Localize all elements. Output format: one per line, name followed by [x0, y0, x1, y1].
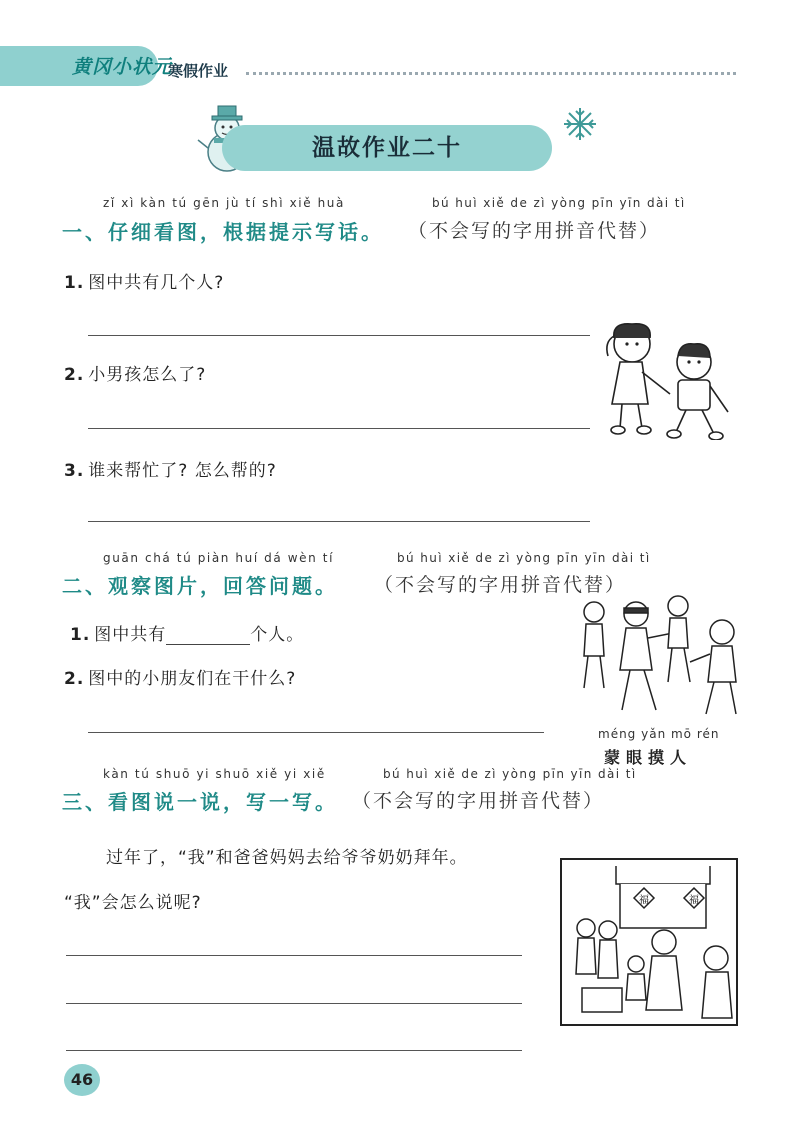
blindfold-game-illustration: [574, 592, 744, 722]
header-dotted-rule: [246, 72, 736, 75]
s3-sentence: 过年了，“我”和爸爸妈妈去给爷爷奶奶拜年。: [106, 848, 468, 868]
section1-pinyin: zǐ xì kàn tú gēn jù tí shì xiě huà: [103, 196, 345, 210]
header-subtitle: 寒假作业: [168, 62, 229, 80]
section1-heading: 一、仔细看图，根据提示写话。: [62, 220, 384, 244]
s1-answer-line-2[interactable]: [88, 428, 590, 429]
brand-logo-text: 黄冈小状元: [72, 56, 173, 78]
s1-answer-line-3[interactable]: [88, 521, 590, 522]
snowflake-icon: [562, 106, 598, 142]
s3-answer-line-1[interactable]: [66, 955, 522, 956]
new-year-visit-illustration: [560, 858, 738, 1026]
s3-prompt: “我”会怎么说呢?: [64, 893, 202, 913]
section3-note: （不会写的字用拼音代替）: [352, 790, 605, 812]
section2-heading: 二、观察图片，回答问题。: [62, 574, 338, 598]
section3-note-pinyin: bú huì xiě de zì yòng pīn yīn dài tì: [383, 767, 637, 781]
s1-answer-line-1[interactable]: [88, 335, 590, 336]
page-title: 温故作业二十: [312, 135, 462, 161]
girl-helping-boy-illustration: [598, 316, 738, 440]
section2-pinyin: guān chá tú piàn huí dá wèn tí: [103, 551, 335, 565]
door-fu-left: 福: [639, 895, 649, 906]
s2-question-2: 2. 图中的小朋友们在干什么?: [64, 669, 297, 689]
s3-answer-line-2[interactable]: [66, 1003, 522, 1004]
caption-pinyin: méng yǎn mō rén: [598, 727, 720, 741]
door-fu-right: 福: [689, 895, 699, 906]
page-number: 46: [64, 1064, 100, 1096]
s1-question-2: 2. 小男孩怎么了?: [64, 365, 207, 385]
section2-note: （不会写的字用拼音代替）: [374, 574, 627, 596]
section3-pinyin: kàn tú shuō yi shuō xiě yi xiě: [103, 767, 326, 781]
section2-note-pinyin: bú huì xiě de zì yòng pīn yīn dài tì: [397, 551, 651, 565]
s3-answer-line-3[interactable]: [66, 1050, 522, 1051]
s2-answer-line[interactable]: [88, 732, 544, 733]
s2-question-1: 1. 图中共有 个人。: [70, 625, 305, 645]
section1-note: （不会写的字用拼音代替）: [408, 220, 661, 242]
section3-heading: 三、看图说一说，写一写。: [62, 790, 338, 814]
s2-q1-blank[interactable]: [166, 626, 250, 645]
illustration-caption: 蒙眼摸人: [604, 748, 693, 767]
s1-question-1: 1. 图中共有几个人?: [64, 273, 225, 293]
s1-question-3: 3. 谁来帮忙了? 怎么帮的?: [64, 461, 277, 481]
section1-note-pinyin: bú huì xiě de zì yòng pīn yīn dài tì: [432, 196, 686, 210]
